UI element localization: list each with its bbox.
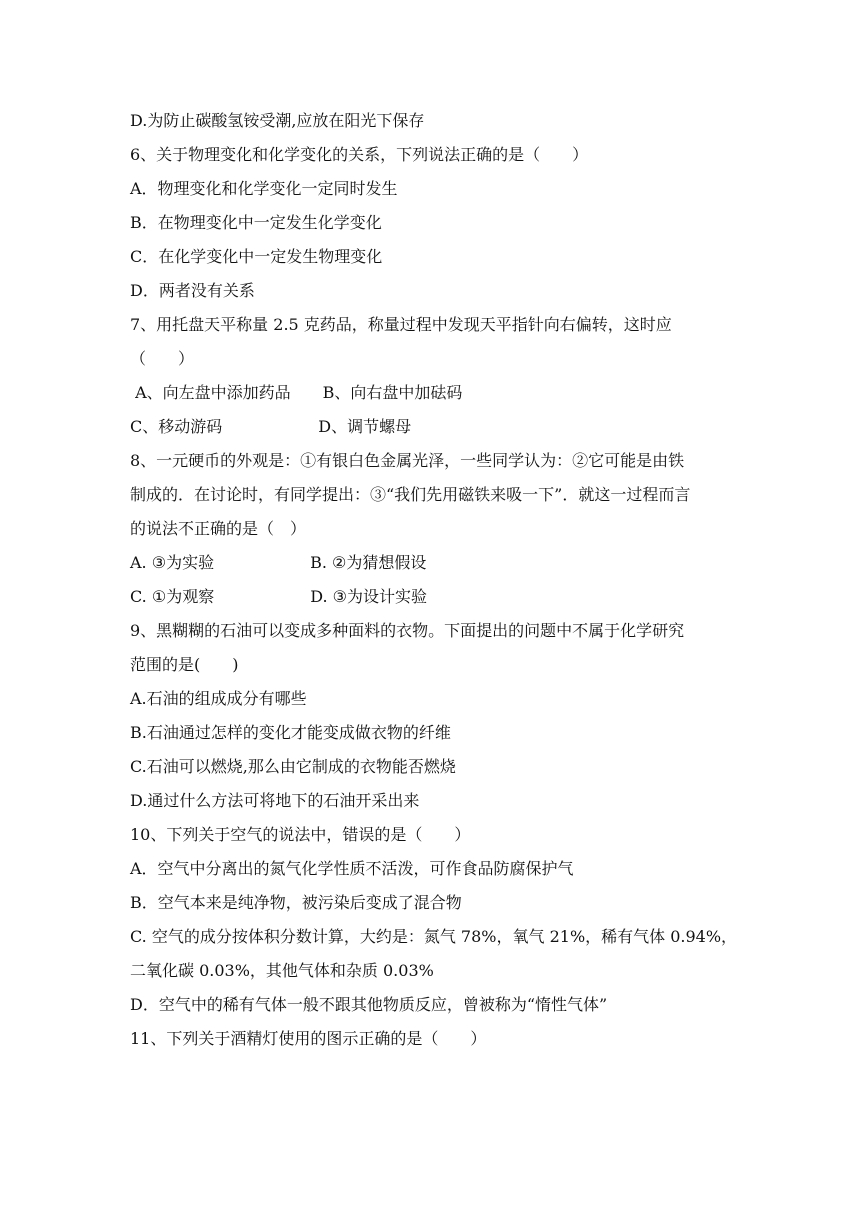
q6-option-a: A．物理变化和化学变化一定同时发生: [130, 179, 398, 198]
q10-option-a: A．空气中分离出的氮气化学性质不活泼，可作食品防腐保护气: [130, 859, 574, 878]
q6-option-c: C．在化学变化中一定发生物理变化: [130, 247, 383, 266]
q5-option-d: D.为防止碳酸氢铵受潮,应放在阳光下保存: [130, 111, 425, 130]
q10-option-b: B．空气本来是纯净物，被污染后变成了混合物: [130, 893, 462, 912]
q7-options-cd: C、移动游码 D、调节螺母: [130, 417, 412, 436]
q8-options-cd: C. ①为观察 D. ③为设计实验: [130, 587, 427, 606]
q8-options-ab: A. ③为实验 B. ②为猜想假设: [130, 553, 427, 572]
q8-stem-line2: 制成的．在讨论时，有同学提出：③“我们先用磁铁来吸一下”．就这一过程而言: [130, 485, 691, 504]
q6-option-b: B．在物理变化中一定发生化学变化: [130, 213, 382, 232]
q8-stem-line1: 8、一元硬币的外观是：①有银白色金属光泽，一些同学认为：②它可能是由铁: [130, 451, 685, 470]
q9-stem-line1: 9、黑糊糊的石油可以变成多种面料的衣物。下面提出的问题中不属于化学研究: [130, 621, 685, 640]
q7-stem: 7、用托盘天平称量 2.5 克药品，称量过程中发现天平指针向右偏转，这时应: [130, 315, 672, 334]
q9-option-c: C.石油可以燃烧,那么由它制成的衣物能否燃烧: [130, 757, 456, 776]
q8-stem-line3: 的说法不正确的是（ ）: [130, 519, 307, 538]
q6-stem: 6、关于物理变化和化学变化的关系，下列说法正确的是（ ）: [130, 145, 589, 164]
q6-option-d: D．两者没有关系: [130, 281, 255, 300]
q10-stem: 10、下列关于空气的说法中，错误的是（ ）: [130, 825, 471, 844]
q10-option-c-line1: C. 空气的成分按体积分数计算，大约是：氮气 78%，氧气 21%，稀有气体 0.94%，: [130, 927, 738, 946]
q10-option-c-line2: 二氧化碳 0.03%，其他气体和杂质 0.03%: [130, 961, 434, 980]
q7-options-ab: A、向左盘中添加药品 B、向右盘中加砝码: [130, 383, 463, 402]
q9-stem-line2: 范围的是( ): [130, 655, 239, 674]
q9-option-d: D.通过什么方法可将地下的石油开采出来: [130, 791, 420, 810]
q10-option-d: D．空气中的稀有气体一般不跟其他物质反应，曾被称为“惰性气体”: [130, 995, 608, 1014]
q7-stem-bracket: （ ）: [130, 349, 195, 368]
q9-option-b: B.石油通过怎样的变化才能变成做衣物的纤维: [130, 723, 451, 742]
q9-option-a: A.石油的组成成分有哪些: [130, 689, 307, 708]
q11-stem: 11、下列关于酒精灯使用的图示正确的是（ ）: [130, 1029, 487, 1048]
